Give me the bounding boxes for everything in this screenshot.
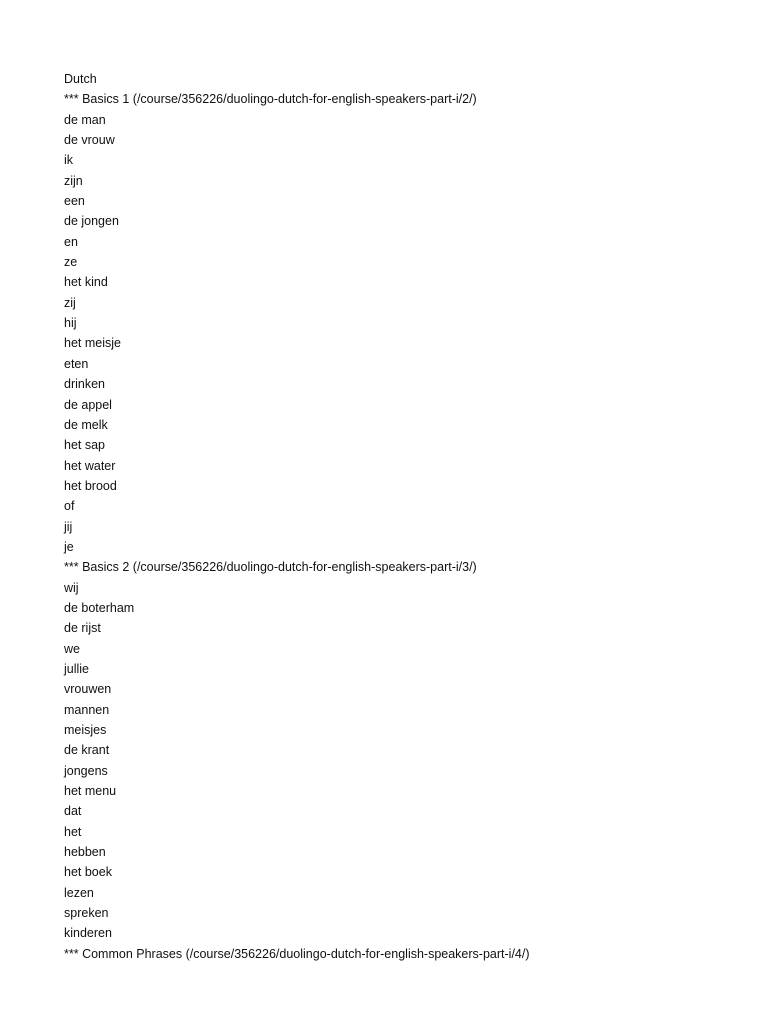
word-item: de melk <box>64 417 108 432</box>
word-item: hij <box>64 316 77 331</box>
word-item: de man <box>64 112 106 127</box>
word-item: de krant <box>64 743 110 758</box>
word-item: kinderen <box>64 926 112 941</box>
section-heading: *** Basics 1 (/course/356226/duolingo-dutch-for-english-speakers-part-i/2/) <box>64 92 477 107</box>
word-item: eten <box>64 356 89 371</box>
word-item: jij <box>64 519 73 534</box>
word-item: zijn <box>64 173 83 188</box>
word-item: of <box>64 499 75 514</box>
word-item: ze <box>64 255 78 270</box>
word-item: het menu <box>64 784 117 799</box>
word-item: vrouwen <box>64 682 112 697</box>
word-item: hebben <box>64 845 106 860</box>
word-item: het boek <box>64 865 112 880</box>
word-item: mannen <box>64 702 110 717</box>
section-heading: *** Common Phrases (/course/356226/duolingo-dutch-for-english-speakers-part-i/4/) <box>64 946 530 961</box>
word-item: het meisje <box>64 336 121 351</box>
word-item: de jongen <box>64 214 119 229</box>
word-item: de appel <box>64 397 112 412</box>
word-item: het water <box>64 458 116 473</box>
word-item: we <box>64 641 80 656</box>
word-item: dat <box>64 804 82 819</box>
word-item: ik <box>64 153 74 168</box>
word-item: de boterham <box>64 600 135 615</box>
word-item: spreken <box>64 906 109 921</box>
word-item: het brood <box>64 478 117 493</box>
section-basics-1 <box>64 89 744 557</box>
word-item: het <box>64 824 82 839</box>
word-item: jullie <box>64 661 90 676</box>
word-item: het kind <box>64 275 108 290</box>
document-title: Dutch <box>64 72 97 86</box>
word-item: drinken <box>64 377 105 392</box>
document-page <box>64 69 744 964</box>
word-item: zij <box>64 295 76 310</box>
word-item: lezen <box>64 885 94 900</box>
word-item: een <box>64 194 85 209</box>
section-heading: *** Basics 2 (/course/356226/duolingo-dutch-for-english-speakers-part-i/3/) <box>64 560 477 575</box>
section-common-phrases <box>64 944 744 964</box>
word-item: jongens <box>64 763 108 778</box>
word-item: wij <box>64 580 79 595</box>
word-item: de rijst <box>64 621 101 636</box>
word-item: de vrouw <box>64 133 115 148</box>
word-item: je <box>64 539 74 554</box>
word-item: het sap <box>64 438 106 453</box>
word-item: meisjes <box>64 723 107 737</box>
word-item: en <box>64 234 78 249</box>
section-basics-2 <box>64 557 744 944</box>
